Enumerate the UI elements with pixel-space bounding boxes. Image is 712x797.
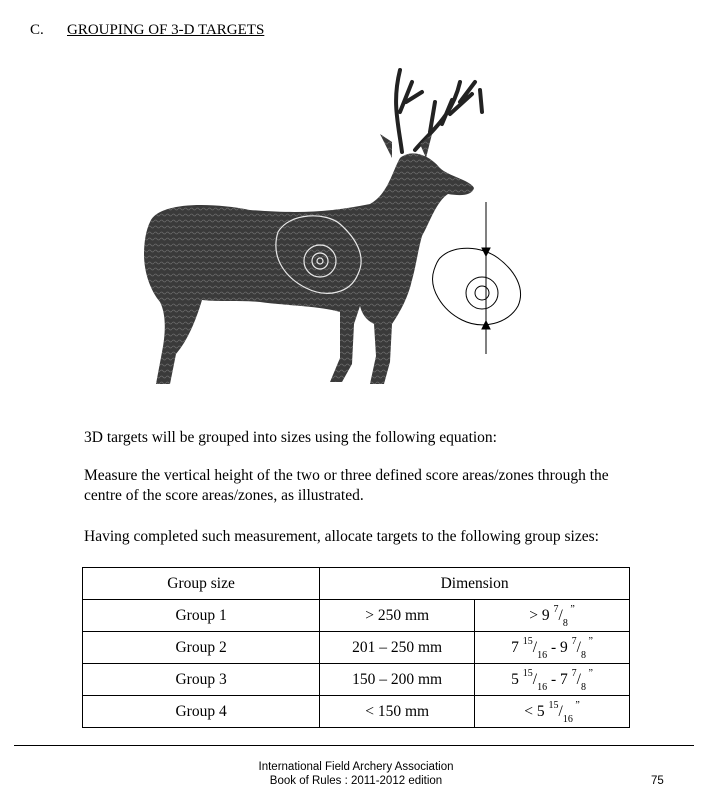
page-number: 75 bbox=[651, 775, 664, 787]
measure-line-2: centre of the score areas/zones, as illustrated. bbox=[84, 487, 364, 504]
inch-cell: 5 $^{15}/_{16} - 7$ $^7/_8$ ” bbox=[475, 664, 630, 696]
table-header-row bbox=[83, 568, 630, 600]
mm-cell: > 250 mm bbox=[320, 600, 475, 632]
footer-org: International Field Archery Association bbox=[258, 761, 454, 773]
inch-cell: < 5 $^{15}/_{16}$ ” bbox=[475, 696, 630, 728]
deer-silhouette bbox=[144, 70, 482, 384]
measure-paragraph bbox=[84, 466, 684, 506]
header-group-size: Group size bbox=[83, 568, 320, 600]
mm-cell: 201 – 250 mm bbox=[320, 632, 475, 664]
group-cell: Group 4 bbox=[83, 696, 320, 728]
table-row bbox=[83, 696, 630, 728]
group-cell: Group 1 bbox=[83, 600, 320, 632]
section-letter: C. bbox=[30, 22, 44, 38]
mm-cell: 150 – 200 mm bbox=[320, 664, 475, 696]
allocate-paragraph: Having completed such measurement, allocate targets to the following group sizes: bbox=[84, 528, 599, 545]
measure-line-1: Measure the vertical height of the two or three defined score areas/zones through the bbox=[84, 467, 609, 484]
group-size-table bbox=[82, 567, 630, 728]
intro-paragraph: 3D targets will be grouped into sizes using the following equation: bbox=[84, 429, 497, 446]
inch-cell: > 9 $^7/_8$ ” bbox=[475, 600, 630, 632]
score-zone-diagram bbox=[433, 202, 521, 354]
table-row bbox=[83, 600, 630, 632]
table-row bbox=[83, 664, 630, 696]
group-cell: Group 3 bbox=[83, 664, 320, 696]
header-dimension: Dimension bbox=[320, 568, 630, 600]
section-heading bbox=[30, 22, 264, 39]
table-row bbox=[83, 632, 630, 664]
mm-cell: < 150 mm bbox=[320, 696, 475, 728]
section-title: GROUPING OF 3-D TARGETS bbox=[67, 22, 265, 38]
footer-edition: Book of Rules : 2011-2012 edition bbox=[269, 775, 443, 787]
footer-divider bbox=[14, 745, 694, 746]
group-cell: Group 2 bbox=[83, 632, 320, 664]
deer-target-illustration bbox=[130, 62, 530, 387]
inch-cell: 7 $^{15}/_{16} - 9$ $^7/_8$ ” bbox=[475, 632, 630, 664]
